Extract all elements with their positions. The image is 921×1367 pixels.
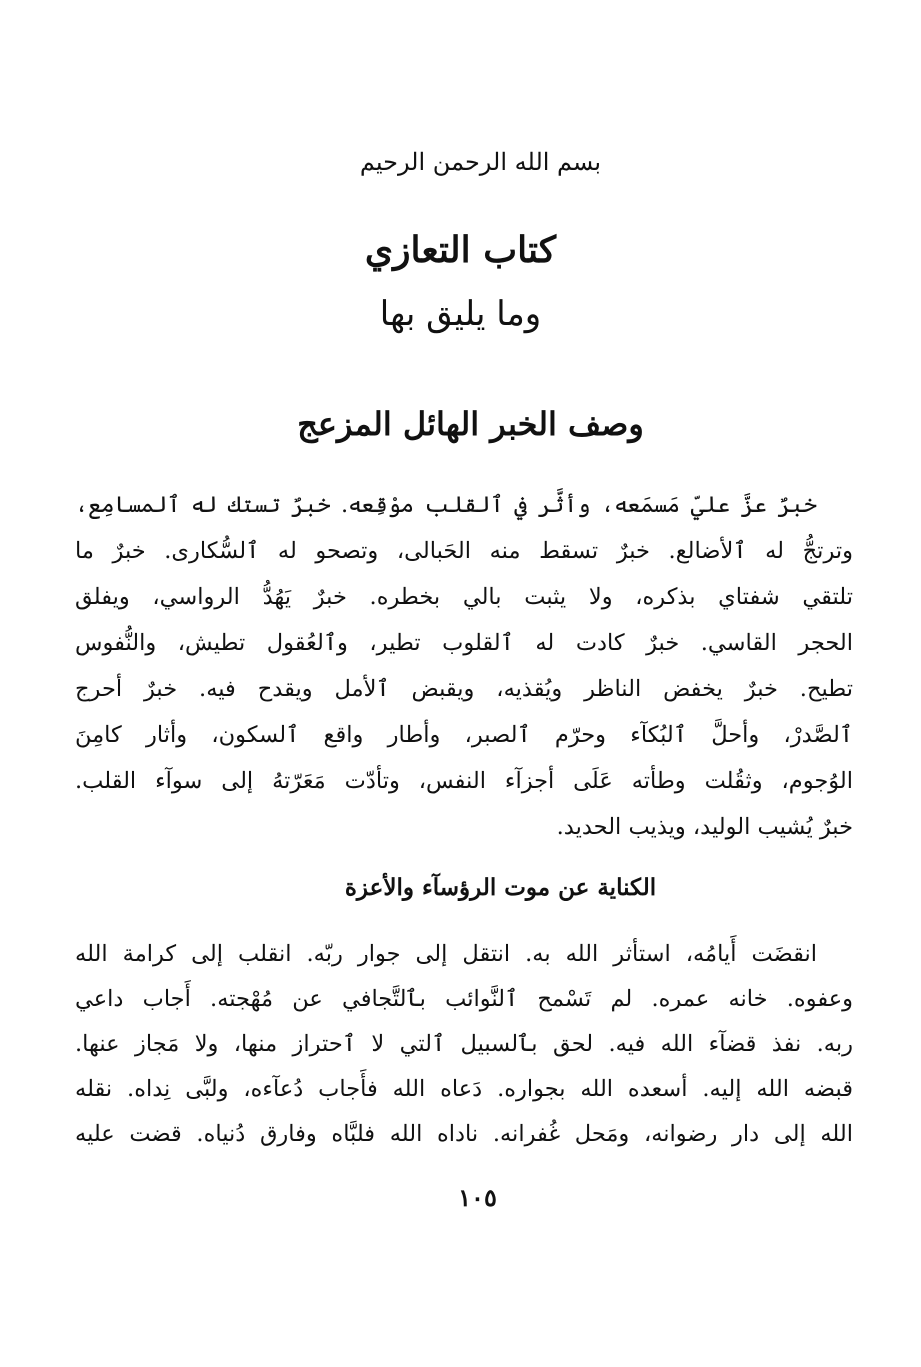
book-subtitle: وما يليق بها <box>379 294 542 334</box>
paragraph-line: وترتجُّ له ٱلأضالع. خبرٌ تسقط منه الحَبالى، وتصحو له ٱلسُّكارى. خبرٌ ما <box>75 538 853 564</box>
book-title: كتاب التعازي <box>364 229 557 271</box>
basmala: بسم الله الرحمن الرحيم <box>359 148 602 176</box>
paragraph-line: قبضه الله إليه. أسعده الله بجواره. دَعاه الله فأَجاب دُعآءه، ولبَّى نِداه. نقله <box>75 1076 853 1102</box>
paragraph-line: خبرٌ يُشيب الوليد، ويذيب الحديد. <box>556 814 853 840</box>
section-heading: وصف الخبر الهائل المزعج <box>297 405 644 443</box>
paragraph-line: ربه. نفذ قضآء الله فيه. لحق بٱلسبيل ٱلتي لا ٱحتراز منها، ولا مَجاز عنها. <box>75 1031 853 1057</box>
paragraph-line: الله إلى دار رضوانه، ومَحل غُفرانه. ناداه الله فلبَّاه وفارق دُنياه. قضت عليه <box>75 1121 853 1147</box>
subsection-heading: الكناية عن موت الرؤسآء والأعزة <box>344 874 657 901</box>
paragraph-line: انقضَت أَيامُه، استأثر الله به. انتقل إلى جوار ربّه. انقلب إلى كرامة الله <box>75 941 817 967</box>
paragraph-line: الوُجوم، وثقُلت وطأته عَلَى أجزآء النفس، وتأدّت مَعَرّتهُ إلى سوآء القلب. <box>75 768 853 794</box>
paragraph-line: الحجر القاسي. خبرٌ كادت له ٱلقلوب تطير، وٱلعُقول تطيش، والنُّفوس <box>75 630 853 656</box>
section-paragraph <box>75 482 853 850</box>
paragraph-line: تطيح. خبرٌ يخفض الناظر ويُقذيه، ويقبض ٱلأمل ويقدح فيه. خبرٌ أحرج <box>75 676 853 702</box>
page-number: ١٠٥ <box>458 1183 497 1212</box>
paragraph-line: خبرٌ عزَّ عليّ مَسمَعه، وأثَّر في ٱلقلب موْقِعه. خبرٌ تستك له ٱلمسامِع، <box>75 492 817 518</box>
subsection-paragraph <box>75 932 853 1157</box>
paragraph-line: وعفوه. خانه عمره. لم تَسْمح ٱلنَّوائب بٱلتَّجافي عن مُهْجته. أَجاب داعي <box>75 986 853 1012</box>
paragraph-line: ٱلصَّدرْ، وأحلَّ ٱلبُكآء وحرّم ٱلصبر، وأطار واقع ٱلسكون، وأثار كامِنَ <box>75 722 853 748</box>
paragraph-line: تلتقي شفتاي بذكره، ولا يثبت بالي بخطره. خبرٌ يَهُدُّ الرواسي، ويفلق <box>75 584 853 610</box>
